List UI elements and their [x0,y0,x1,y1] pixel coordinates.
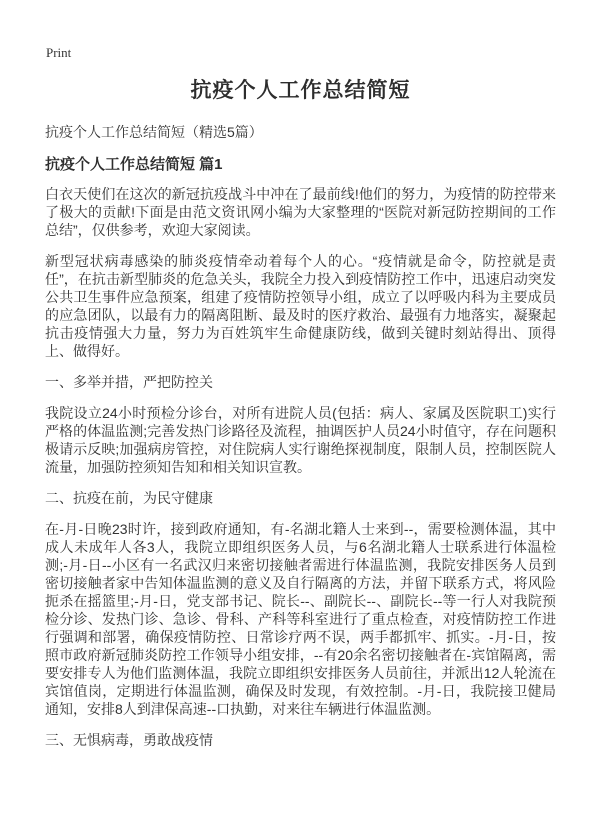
section-2-paragraph: 在-月-日晚23时许，接到政府通知，有-名湖北籍人士来到--，需要检测体温，其中成人未成年人各3人，我院立即组织医务人员，与6名湖北籍人士联系进行体温检测;-月-日--小区有一名武汉归来密切接触者需进行体温监测，我院安排医务人员到密切接触者家中告知体温监测的意义及自行隔离的方法，并留下联系方式，将风险扼杀在摇篮里;-月-日，党支部书记、院长--、副院长--、副院长--等一行人对我院预检分诊、发热门诊、急诊、骨科、产科等科室进行了重点检查，对疫情防控工作进行强调和部署，确保疫情防控、日常诊疗两不误，两手都抓牢、抓实。-月-日，按照市政府新冠肺炎防控工作领导小组安排，--有20余名密切接触者在-宾馆隔离，需要安排专人为他们监测体温，我院立即组织安排医务人员前往，并派出12人轮流在宾馆值岗，定期进行体温监测，确保及时发现，有效控制。-月-日，我院接卫健局通知，安排8人到津保高速--口执勤，对来往车辆进行体温监测。 [45,521,556,717]
article-heading: 抗疫个人工作总结简短 篇1 [45,156,223,173]
section-2-heading: 二、抗疫在前，为民守健康 [45,490,213,506]
intro-paragraph: 白衣天使们在这次的新冠抗疫战斗中冲在了最前线!他们的努力，为疫情的防控带来了极大的贡献!下面是由范文资讯网小编为大家整理的“医院对新冠防控期间的工作总结”，仅供参考，欢迎大家阅读。 [45,186,556,238]
section-1-heading: 一、多举并措，严把防控关 [45,374,213,390]
overview-paragraph: 新型冠状病毒感染的肺炎疫情牵动着每个人的心。“疫情就是命令，防控就是责任”，在抗击新型肺炎的危急关头，我院全力投入到疫情防控工作中，迅速启动突发公共卫生事件应急预案，组建了疫情防控领导小组，成立了以呼吸内科为主要成员的应急团队，以最有力的隔离阻断、最及时的医疗救治、最强有力地落实，凝聚起抗击疫情强大力量，努力为百姓筑牢生命健康防线，做到关键时刻站得出、顶得上、做得好。 [45,253,556,359]
section-3-heading: 三、无惧病毒，勇敢战疫情 [45,732,213,748]
print-button[interactable]: Print [46,45,72,60]
document-subtitle: 抗疫个人工作总结简短（精选5篇） [45,124,263,140]
page-title: 抗疫个人工作总结简短 [190,79,411,102]
section-1-paragraph: 我院设立24小时预检分诊台，对所有进院人员(包括：病人、家属及医院职工)实行严格的体温监测;完善发热门诊路径及流程，抽调医护人员24小时值守，存在问题积极请示反映;加强病房管控，对住院病人实行谢绝探视制度，限制人员，控制医院人流量，加强防控须知告知和相关知识宣教。 [45,405,556,475]
